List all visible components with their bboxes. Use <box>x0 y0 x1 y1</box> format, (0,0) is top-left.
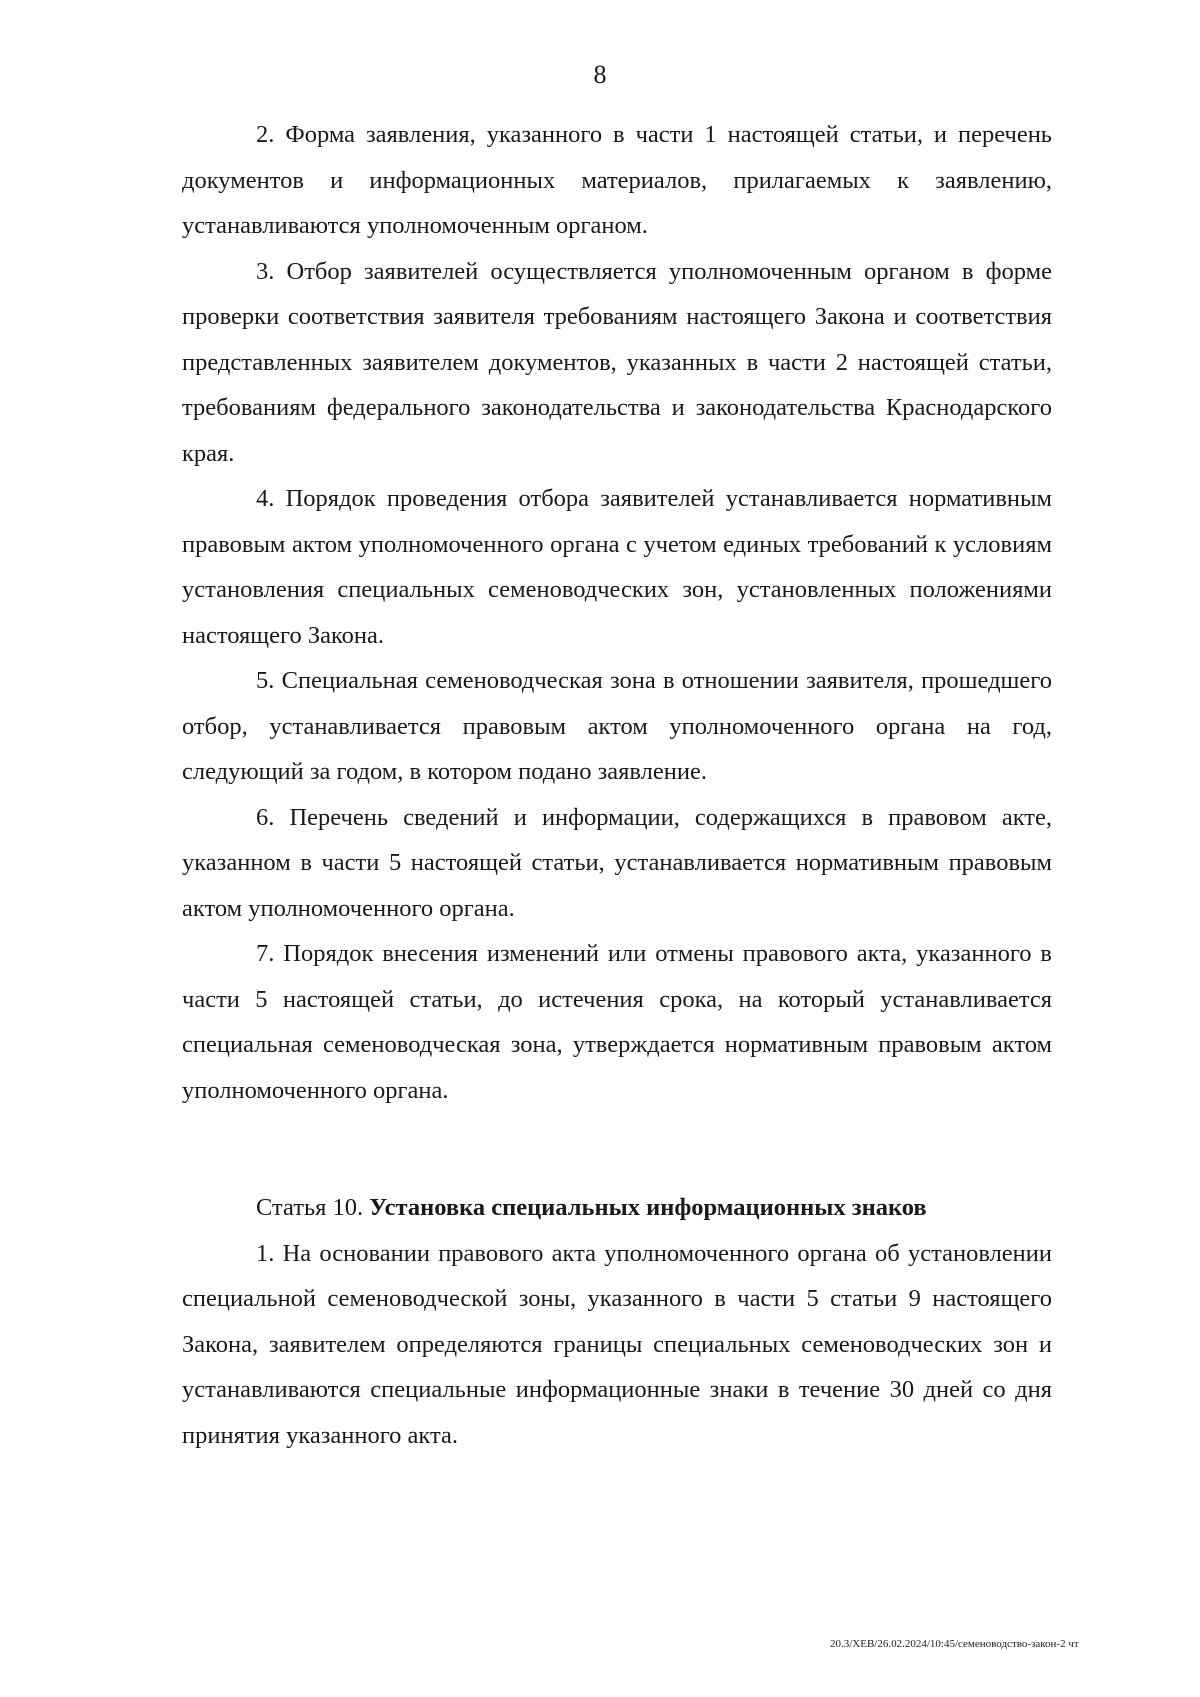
article-label: Статья 10. <box>256 1194 364 1221</box>
paragraph-4: 4. Порядок проведения отбора заявителей устанавливается нормативным правовым актом уполномоченного органа с учетом единых требований к условиям установления специальных семеноводческих зон, установленных положениями настоящего Закона. <box>182 485 1052 649</box>
page-number: 8 <box>593 60 607 89</box>
article-paragraph-1: 1. На основании правового акта уполномоченного органа об установлении специальной семеноводческой зоны, указанного в части 5 статьи 9 настоящего Закона, заявителем определяются границы специальных семеноводческих зон и устанавливаются специальные информационные знаки в течение 30 дней со дня принятия указанного акта. <box>182 1239 1052 1449</box>
article-heading <box>182 1185 1052 1231</box>
paragraph-2: 2. Форма заявления, указанного в части 1 настоящей статьи, и перечень документов и информационных материалов, прилагаемых к заявлению, устанавливаются уполномоченным органом. <box>182 121 1052 239</box>
paragraph-5: 5. Специальная семеноводческая зона в отношении заявителя, прошедшего отбор, устанавливается правовым актом уполномоченного органа на год, следующий за годом, в котором подано заявление. <box>182 667 1052 785</box>
article-title: Установка специальных информационных знаков <box>369 1194 927 1221</box>
footer-document-code: 20.3/ХЕВ/26.02.2024/10:45/семеноводство-закон-2 чт <box>830 1638 1079 1650</box>
paragraph-6: 6. Перечень сведений и информации, содержащихся в правовом акте, указанном в части 5 настоящей статьи, устанавливается нормативным правовым актом уполномоченного органа. <box>182 803 1052 922</box>
paragraph-3: 3. Отбор заявителей осуществляется уполномоченным органом в форме проверки соответствия заявителя требованиям настоящего Закона и соответствия представленных заявителем документов, указанных в части 2 настоящей статьи, требованиям федерального законодательства и законодательства Краснодарского края. <box>182 257 1052 467</box>
paragraph-7: 7. Порядок внесения изменений или отмены правового акта, указанного в части 5 настоящей статьи, до истечения срока, на который устанавливается специальная семеноводческая зона, утверждается нормативным правовым актом уполномоченного органа. <box>182 940 1052 1104</box>
document-body <box>182 112 1052 1458</box>
